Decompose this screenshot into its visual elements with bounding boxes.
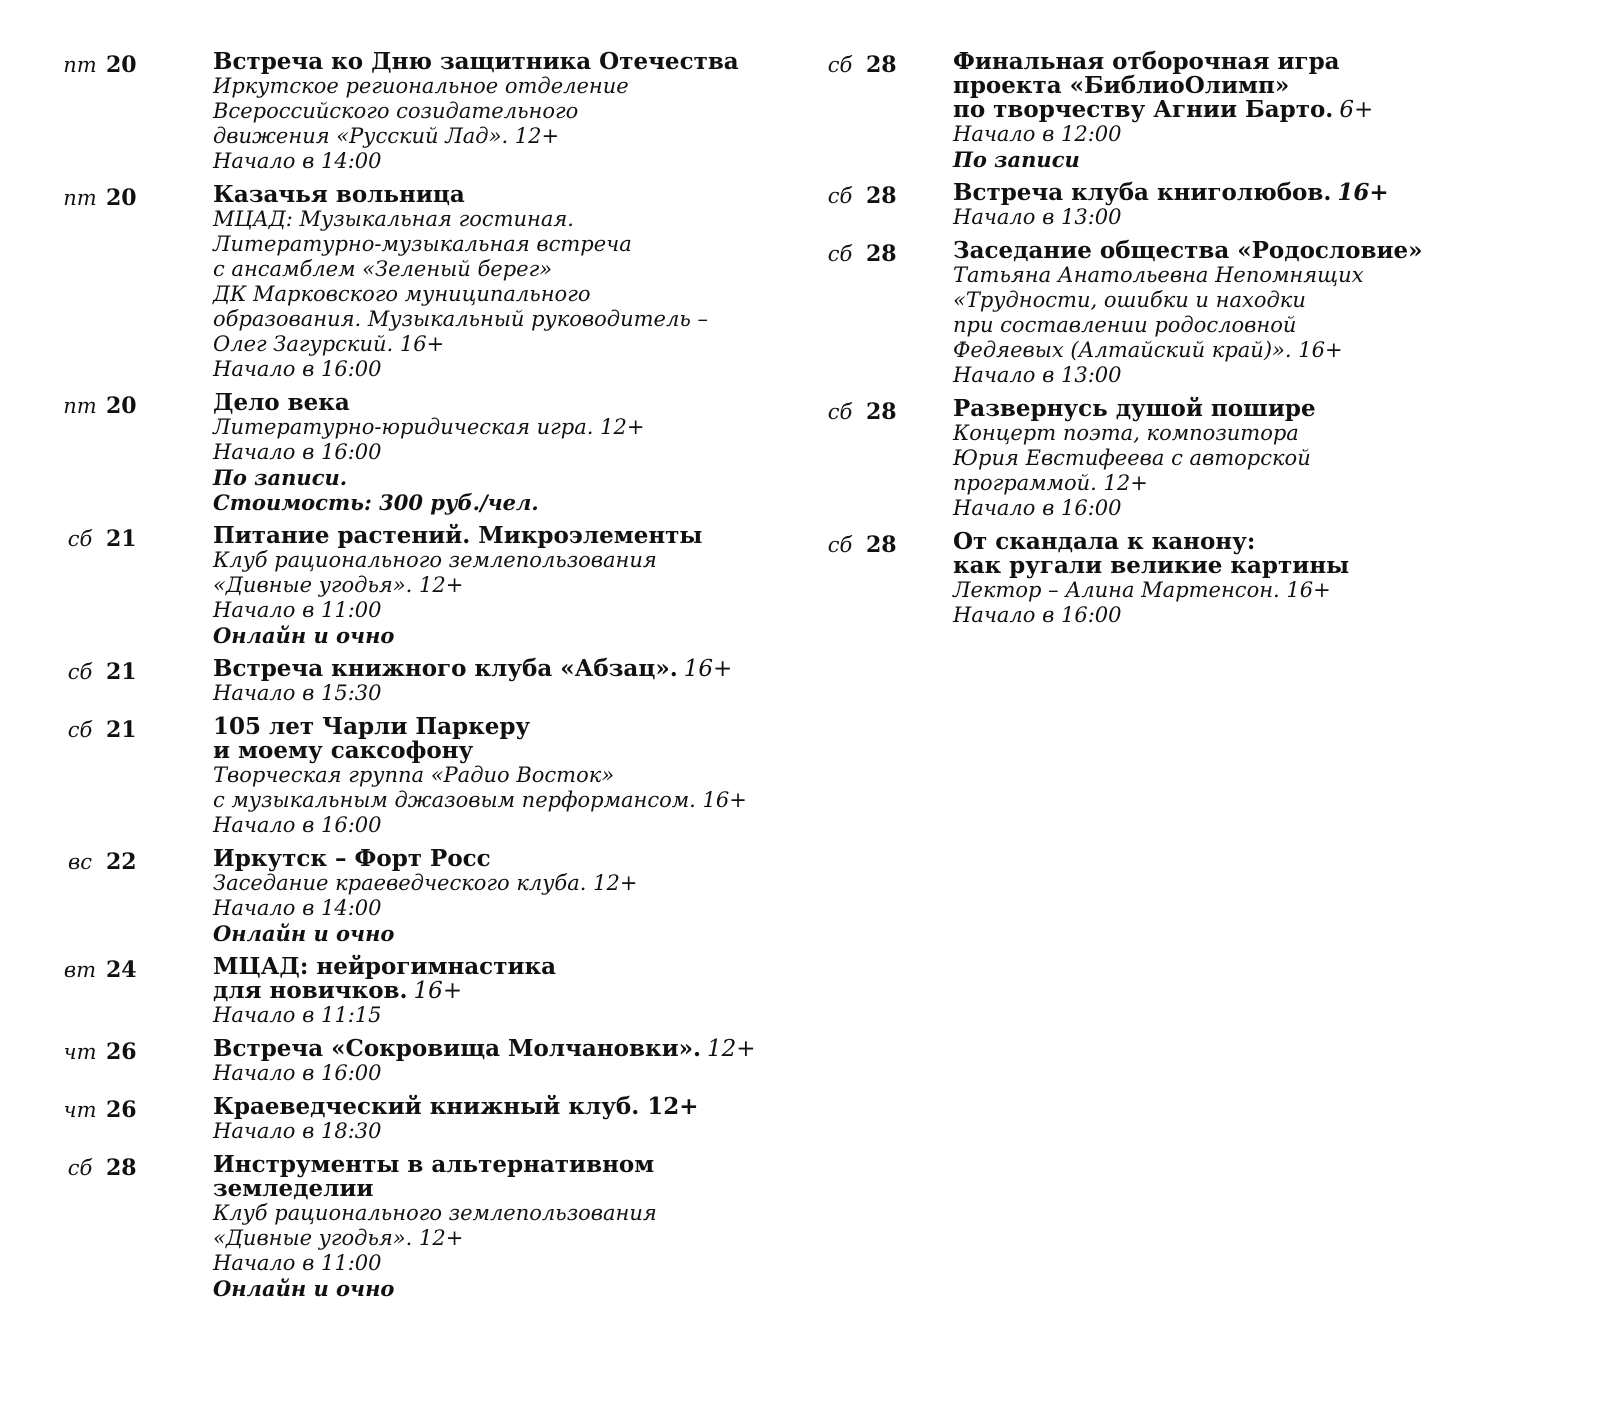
event-start-time: Начало в 11:00 xyxy=(213,1251,382,1275)
event-title-text: Заседание общества «Родословие» xyxy=(953,237,1423,264)
event-description: Литературно-юридическая игра. 12+ xyxy=(213,415,645,439)
event-weekday: сб xyxy=(67,718,93,742)
event-weekday: вт xyxy=(63,958,97,982)
event-weekday: вс xyxy=(68,850,92,874)
event-item xyxy=(60,391,760,515)
event-title xyxy=(953,181,1560,205)
event-day: 24 xyxy=(106,957,137,983)
event-body xyxy=(953,50,1560,172)
event-description: Творческая группа «Радио Восток» с музыкальным джазовым перформансом. 16+ xyxy=(213,763,747,812)
event-start-time: Начало в 16:00 xyxy=(213,813,382,837)
event-title-text: Встреча книжного клуба «Абзац». xyxy=(213,655,678,682)
event-title xyxy=(213,847,760,871)
event-note: Онлайн и очно xyxy=(213,921,395,946)
event-title xyxy=(953,50,1560,122)
event-title xyxy=(213,50,760,74)
schedule-column-left xyxy=(60,50,760,1310)
event-title-text: Инструменты в альтернативном земледелии xyxy=(213,1151,655,1202)
event-body xyxy=(213,955,760,1028)
event-title-text: Развернусь душой пошире xyxy=(953,395,1316,422)
event-title xyxy=(953,530,1560,578)
event-title-text: Финальная отборочная игра проекта «БиблиоОлимп» по творчеству Агнии Барто. xyxy=(953,48,1340,123)
event-title-text: Встреча клуба книголюбов. xyxy=(953,179,1332,206)
event-description: МЦАД: Музыкальная гостиная. Литературно-музыкальная встреча с ансамблем «Зеленый берег» ДК Марковского муниципального образования. Музыкальный руководитель – Олег Загурский. 16+ xyxy=(213,207,708,356)
event-body xyxy=(213,524,760,648)
event-weekday: сб xyxy=(827,184,853,208)
event-day: 21 xyxy=(106,659,137,685)
event-title-text: 105 лет Чарли Паркеру и моему саксофону xyxy=(213,713,531,764)
event-day: 28 xyxy=(866,52,897,78)
event-weekday: чт xyxy=(63,1098,97,1122)
event-title xyxy=(213,1153,760,1201)
event-item xyxy=(60,50,760,174)
event-title xyxy=(213,657,760,681)
event-day: 21 xyxy=(106,526,137,552)
event-title xyxy=(213,183,760,207)
event-title-text: Дело века xyxy=(213,389,350,416)
event-body xyxy=(213,1037,760,1086)
event-title xyxy=(213,1037,760,1061)
event-start-time: Начало в 18:30 xyxy=(213,1119,382,1143)
event-description: Концерт поэта, композитора Юрия Евстифеева с авторской программой. 12+ xyxy=(953,421,1311,495)
event-title xyxy=(213,955,760,1003)
event-day: 26 xyxy=(106,1039,137,1065)
event-day: 28 xyxy=(866,399,897,425)
event-title xyxy=(953,239,1560,263)
event-title-age: 16+ xyxy=(1337,179,1389,206)
event-item xyxy=(820,239,1560,388)
schedule-column-right xyxy=(820,50,1560,637)
event-title-text: Питание растений. Микроэлементы xyxy=(213,522,703,549)
event-body xyxy=(213,657,760,706)
event-weekday: сб xyxy=(827,242,853,266)
event-note: По записи xyxy=(953,147,1080,172)
event-item xyxy=(820,50,1560,172)
event-start-time: Начало в 16:00 xyxy=(213,440,382,464)
event-body xyxy=(213,715,760,838)
event-note: Онлайн и очно xyxy=(213,623,395,648)
event-body xyxy=(953,530,1560,628)
event-weekday: сб xyxy=(827,533,853,557)
event-start-time: Начало в 12:00 xyxy=(953,122,1122,146)
event-start-time: Начало в 14:00 xyxy=(213,149,382,173)
event-day: 22 xyxy=(106,849,137,875)
event-body xyxy=(213,183,760,382)
event-day: 28 xyxy=(106,1155,137,1181)
event-item xyxy=(60,955,760,1028)
event-item xyxy=(60,715,760,838)
event-item xyxy=(60,847,760,946)
event-item xyxy=(820,530,1560,628)
event-weekday: сб xyxy=(827,53,853,77)
event-day: 21 xyxy=(106,717,137,743)
event-day: 26 xyxy=(106,1097,137,1123)
event-item xyxy=(60,183,760,382)
event-start-time: Начало в 16:00 xyxy=(953,603,1122,627)
event-body xyxy=(213,1095,760,1144)
event-start-time: Начало в 16:00 xyxy=(213,1061,382,1085)
event-start-time: Начало в 11:15 xyxy=(213,1003,382,1027)
event-body xyxy=(213,847,760,946)
event-start-time: Начало в 16:00 xyxy=(953,496,1122,520)
event-day: 20 xyxy=(106,52,137,78)
event-start-time: Начало в 15:30 xyxy=(213,681,382,705)
event-description: Заседание краеведческого клуба. 12+ xyxy=(213,871,638,895)
event-description: Иркутское региональное отделение Всероссийского созидательного движения «Русский Лад». 12+ xyxy=(213,74,629,148)
event-item xyxy=(820,181,1560,230)
event-title-text: Казачья вольница xyxy=(213,181,465,208)
event-title-age: 16+ xyxy=(413,978,463,1004)
event-title-age: 16+ xyxy=(683,656,733,682)
event-weekday: пт xyxy=(63,186,97,210)
event-title-text: Встреча ко Дню защитника Отечества xyxy=(213,48,739,75)
event-day: 28 xyxy=(866,532,897,558)
event-title-text: МЦАД: нейрогимнастика для новичков. xyxy=(213,953,557,1004)
event-description: Клуб рационального землепользования «Дивные угодья». 12+ xyxy=(213,548,657,597)
event-description: Татьяна Анатольевна Непомнящих «Трудности, ошибки и находки при составлении родословной Федяевых (Алтайский край)». 16+ xyxy=(953,263,1364,362)
event-body xyxy=(213,50,760,174)
event-body xyxy=(953,397,1560,521)
event-title xyxy=(953,397,1560,421)
event-day: 28 xyxy=(866,183,897,209)
event-body xyxy=(213,391,760,515)
event-description: Клуб рационального землепользования «Дивные угодья». 12+ xyxy=(213,1201,657,1250)
event-title-text: Иркутск – Форт Росс xyxy=(213,845,491,872)
event-weekday: сб xyxy=(67,1156,93,1180)
event-note: По записи. Стоимость: 300 руб./чел. xyxy=(213,465,539,515)
event-title-text: От скандала к канону: как ругали великие картины xyxy=(953,528,1350,579)
event-weekday: пт xyxy=(63,394,97,418)
event-body xyxy=(953,239,1560,388)
event-start-time: Начало в 16:00 xyxy=(213,357,382,381)
event-item xyxy=(60,524,760,648)
event-title xyxy=(213,391,760,415)
event-title-age: 6+ xyxy=(1339,97,1374,123)
event-title-age: 12+ xyxy=(707,1036,756,1062)
event-weekday: пт xyxy=(63,53,97,77)
event-start-time: Начало в 13:00 xyxy=(953,205,1122,229)
event-day: 20 xyxy=(106,393,137,419)
event-title xyxy=(213,524,760,548)
event-body xyxy=(953,181,1560,230)
event-note: Онлайн и очно xyxy=(213,1276,395,1301)
event-item xyxy=(60,1037,760,1086)
event-title-text: Краеведческий книжный клуб. 12+ xyxy=(213,1093,699,1120)
event-weekday: сб xyxy=(67,527,93,551)
event-weekday: сб xyxy=(67,660,93,684)
event-start-time: Начало в 11:00 xyxy=(213,598,382,622)
event-description: Лектор – Алина Мартенсон. 16+ xyxy=(953,578,1331,602)
event-item xyxy=(60,1095,760,1144)
event-title-text: Встреча «Сокровища Молчановки». xyxy=(213,1035,702,1062)
event-item xyxy=(60,657,760,706)
event-body xyxy=(213,1153,760,1301)
event-title xyxy=(213,1095,760,1119)
event-start-time: Начало в 14:00 xyxy=(213,896,382,920)
event-start-time: Начало в 13:00 xyxy=(953,363,1122,387)
event-title xyxy=(213,715,760,763)
event-item xyxy=(820,397,1560,521)
event-weekday: чт xyxy=(63,1040,97,1064)
event-weekday: сб xyxy=(827,400,853,424)
event-day: 20 xyxy=(106,185,137,211)
event-item xyxy=(60,1153,760,1301)
event-day: 28 xyxy=(866,241,897,267)
